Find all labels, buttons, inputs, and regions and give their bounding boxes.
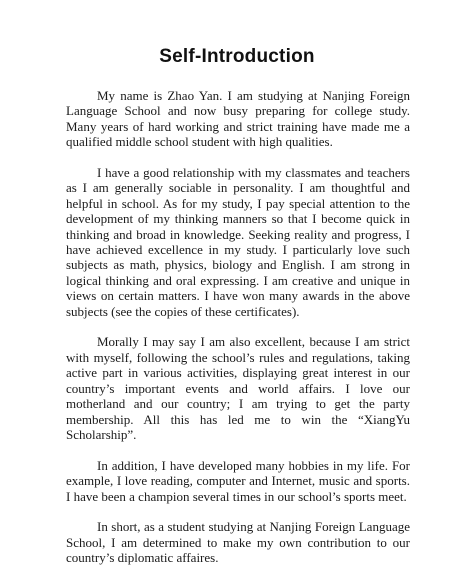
paragraph-study: I have a good relationship with my classmates and teachers as I am generally sociable in personality. I am thoughtful and helpful in school. As for my study, I pay special attention to the development of my thinking manners so that I become quick in thinking and broad in knowledge. Seeking reality and progress, I have achieved excellence in my study. I particularly love such subjects as math, physics, biology and English. I am strong in logical thinking and oral expressing. I am creative and unique in views on certain matters. I have won many awards in the above subjects (see the copies of these certificates). bbox=[66, 165, 410, 319]
document-title: Self-Introduction bbox=[159, 46, 315, 67]
paragraph-morality: Morally I may say I am also excellent, because I am strict with myself, following the school’s rules and regulations, taking active part in various activities, displaying great interest in our country’s important events and world affairs. I love our motherland and our country; I am trying to get the party membership. All this has led me to win the “XiangYu Scholarship”. bbox=[66, 334, 410, 442]
document-body bbox=[66, 88, 410, 566]
paragraph-hobbies: In addition, I have developed many hobbies in my life. For example, I love reading, computer and Internet, music and sports. I have been a champion several times in our school’s sports meet. bbox=[66, 457, 410, 504]
paragraph-introduction: My name is Zhao Yan. I am studying at Nanjing Foreign Language School and now busy preparing for college study. Many years of hard working and strict training have made me a qualified middle school student with high qualities. bbox=[66, 88, 410, 150]
paragraph-conclusion: In short, as a student studying at Nanjing Foreign Language School, I am determined to make my own contribution to our country’s diplomatic affaires. bbox=[66, 519, 410, 566]
